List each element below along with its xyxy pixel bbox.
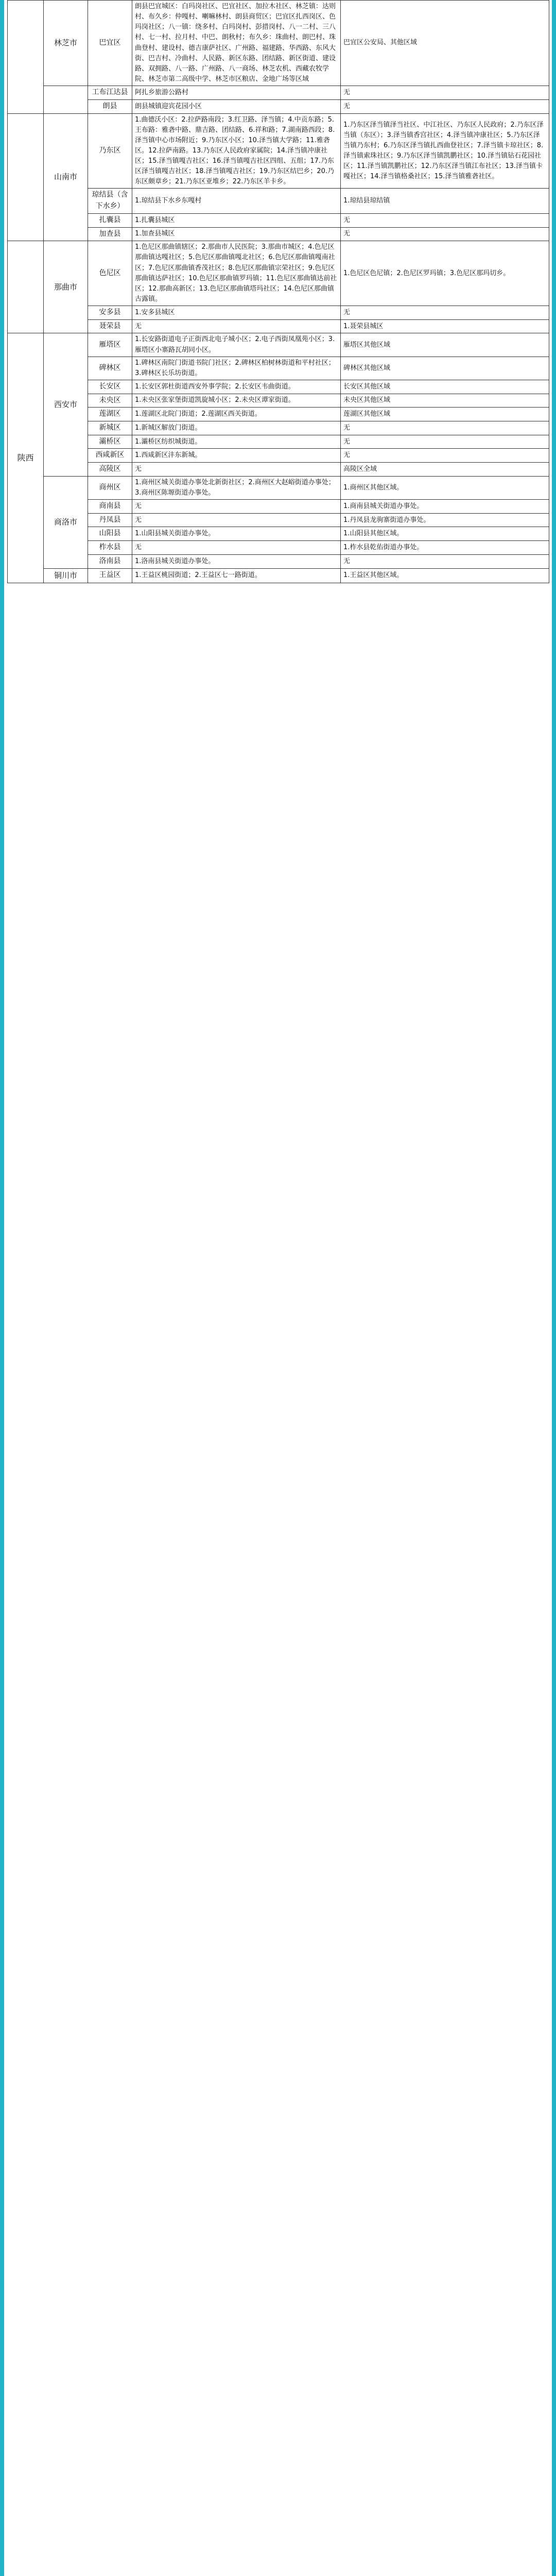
area-text: 1.新城区解放门街道。 [135,423,202,432]
district-cell: 王益区 [88,568,132,583]
city-cell: 林芝市 [44,1,88,86]
area-text: 无 [343,437,351,446]
area-text: 1.洛南县城关街道办事处。 [135,557,215,565]
low-risk-area-cell [341,449,549,463]
area-text: 阿扎乡旅游公路村 [135,88,189,96]
table-row [8,513,549,527]
district-cell: 洛南县 [88,554,132,568]
province-cell [8,113,44,241]
table-row [8,421,549,435]
city-cell: 山南市 [44,113,88,241]
area-text: 碑林区其他区域 [343,364,391,372]
area-text: 1.未央区张家堡街道凯旋城小区；2.未央区谭家街道。 [135,396,295,404]
area-text: 无 [135,516,142,524]
city-cell: 那曲市 [44,241,88,333]
table-row [8,213,549,227]
table-row [8,527,549,541]
district-cell: 乃东区 [88,113,132,189]
high-risk-area-cell [132,513,341,527]
area-text: 1.西咸新区沣东新城。 [135,451,202,460]
area-text: 1.丹凤县龙驹寨街道办事处。 [343,516,430,524]
city-cell [44,86,88,113]
area-text: 1.琼结县琼结镇 [343,197,390,205]
table-row [8,189,549,213]
high-risk-area-cell [132,541,341,555]
table-row [8,357,549,380]
area-text: 1.莲湖区北院门街道；2.莲湖区西关街道。 [135,410,262,418]
area-text: 无 [135,502,142,510]
low-risk-area-cell [341,476,549,499]
risk-area-table [7,0,549,583]
table-row [8,380,549,394]
table-row [8,463,549,477]
district-cell: 加查县 [88,227,132,241]
district-cell: 莲湖区 [88,408,132,421]
district-cell: 西咸新区 [88,449,132,463]
city-cell: 西安市 [44,333,88,476]
high-risk-area-cell [132,333,341,357]
low-risk-area-cell [341,357,549,380]
low-risk-area-cell [341,421,549,435]
high-risk-area-cell [132,241,341,306]
district-cell: 扎囊县 [88,213,132,227]
area-text: 1.琼结县下水乡东嘎村 [135,197,202,205]
low-risk-area-cell [341,86,549,100]
area-text: 未央区其他区域 [343,396,391,404]
area-text: 1.王益区其他区域。 [343,571,404,580]
low-risk-area-cell [341,513,549,527]
high-risk-area-cell [132,568,341,583]
low-risk-area-cell [341,435,549,449]
low-risk-area-cell [341,227,549,241]
low-risk-area-cell [341,319,549,333]
low-risk-area-cell [341,213,549,227]
high-risk-area-cell [132,213,341,227]
area-text: 巴宜区公安局、其他区域 [343,39,418,47]
area-text: 1.长安路街道电子正街西北电子城小区；2.电子西街凤凰苑小区；3.雁塔区小寨路瓦胡同小区。 [135,335,335,354]
district-cell: 工布江达县 [88,86,132,100]
area-text: 1.王益区桃园街道；2.王益区七一路街道。 [135,571,262,580]
high-risk-area-cell [132,449,341,463]
table-row [8,241,549,306]
high-risk-area-cell [132,408,341,421]
area-text: 朗县巴宜城区：白玛岗社区、巴宜社区、加拉木社区、林芝镇：达则村、布久乡：仲嘎村、喇嘛林村、朗县商贸区；巴宜区扎西岗区、色玛岗社区；八一镇：绕多村、白玛岗村、彭措岗村、八一二村、三八村、七一村、拉月村、中巴、朗秋村；布久乡：珠曲村、朗巴村、珠曲登村、建设村、德吉康萨社区、广州路、福建路、华西路、东风大街、巴吉村、冷曲村、人民路、新区东路、团结路、新区街道、建设路、双拥路、八一路、广州路、八一商场、林芝农机、西藏农牧学院、林芝市第二高级中学、林芝市区粮店、金地广场等区域 [135,3,336,83]
table-row [8,408,549,421]
table-row [8,449,549,463]
province-cell [8,241,44,333]
table-row [8,435,549,449]
area-text: 1.聂荣县城区 [343,322,384,330]
district-cell: 未央区 [88,394,132,408]
district-cell: 高陵区 [88,463,132,477]
area-text: 1.碑林区南院门街道书院门社区；2.碑林区柏树林街道和平村社区；3.碑林区长乐坊街道。 [135,359,335,377]
high-risk-area-cell [132,476,341,499]
low-risk-area-cell [341,500,549,514]
table-row [8,99,549,113]
area-text: 无 [343,423,351,432]
high-risk-area-cell [132,319,341,333]
area-text: 无 [135,322,142,330]
low-risk-area-cell [341,408,549,421]
high-risk-area-cell [132,1,341,86]
area-text: 1.山阳县其他区域。 [343,530,404,538]
district-cell: 色尼区 [88,241,132,306]
province-cell: 陕西 [8,333,44,583]
area-text: 高陵区全域 [343,465,377,473]
city-cell: 商洛市 [44,476,88,568]
low-risk-area-cell [341,527,549,541]
area-text: 1.加查县城区 [135,230,175,238]
area-text: 无 [343,216,351,224]
low-risk-area-cell [341,333,549,357]
province-cell [8,1,44,114]
table-row [8,1,549,86]
document-page [4,0,552,2576]
low-risk-area-cell [341,463,549,477]
district-cell: 山阳县 [88,527,132,541]
high-risk-area-cell [132,463,341,477]
area-text: 1.商州区城关街道办事处北新街社区；2.商州区大赵峪街道办事处；3.商州区陈塬街道办事处。 [135,478,335,497]
low-risk-area-cell [341,113,549,189]
district-cell: 新城区 [88,421,132,435]
area-text: 1.柞水县乾佑街道办事处。 [343,543,424,551]
district-cell: 朗县 [88,99,132,113]
area-text: 1.安多县城区 [135,308,175,316]
table-row [8,86,549,100]
district-cell: 巴宜区 [88,1,132,86]
area-text: 1.商州区其他区域。 [343,483,404,492]
area-text: 1.灞桥区纺织城街道。 [135,437,202,446]
table-row [8,227,549,241]
high-risk-area-cell [132,421,341,435]
area-text: 长安区其他区域 [343,382,391,391]
district-cell: 商州区 [88,476,132,499]
high-risk-area-cell [132,435,341,449]
table-row [8,500,549,514]
high-risk-area-cell [132,380,341,394]
area-text: 无 [343,308,351,316]
low-risk-area-cell [341,306,549,320]
city-cell: 铜川市 [44,568,88,583]
district-cell: 长安区 [88,380,132,394]
area-text: 无 [343,88,351,96]
area-text: 莲湖区其他区域 [343,410,391,418]
area-text: 无 [135,543,142,551]
table-row [8,554,549,568]
area-text: 1.长安区郭杜街道西安外事学院；2.长安区韦曲街道。 [135,382,295,391]
low-risk-area-cell [341,99,549,113]
high-risk-area-cell [132,357,341,380]
high-risk-area-cell [132,227,341,241]
high-risk-area-cell [132,500,341,514]
area-text: 无 [343,102,351,110]
high-risk-area-cell [132,189,341,213]
table-row [8,394,549,408]
table-row [8,568,549,583]
area-text: 1.色尼区色尼镇；2.色尼区罗玛镇；3.色尼区那玛切乡。 [343,269,510,277]
district-cell: 安多县 [88,306,132,320]
district-cell: 雁塔区 [88,333,132,357]
low-risk-area-cell [341,394,549,408]
low-risk-area-cell [341,541,549,555]
table-row [8,541,549,555]
table-row [8,113,549,189]
low-risk-area-cell [341,189,549,213]
district-cell: 柞水县 [88,541,132,555]
district-cell: 聂荣县 [88,319,132,333]
district-cell: 商南县 [88,500,132,514]
area-text: 雁塔区其他区域 [343,341,391,349]
table-row [8,476,549,499]
area-text: 朗县城镇迎宾花园小区 [135,102,202,110]
high-risk-area-cell [132,306,341,320]
table-row [8,306,549,320]
district-cell: 灞桥区 [88,435,132,449]
low-risk-area-cell [341,380,549,394]
area-text: 1.山阳县城关街道办事处。 [135,530,215,538]
high-risk-area-cell [132,554,341,568]
high-risk-area-cell [132,86,341,100]
low-risk-area-cell [341,1,549,86]
area-text: 1.曲德沃小区：2.拉萨路南段；3.红卫路、泽当镇；4.中贡东路；5.王布路：雅砻中路、鼎吉路、团结路、6.祥和路；7.湖南路西段；8.泽当镇中心市场附近；9.乃东区小区；10.泽当镇大学路；11.雅砻区。12.拉萨南路。13.乃东区人民政府家属院；14.泽当镇冲康社区；15.泽当镇嘎吉社区；16.泽当镇嘎吉社区四组、五组；17.乃东区泽当镇嘎吉社区；18.泽当镇嘎吉社区；19.乃东区结巴乡；20.乃东区颇章乡；21.乃东区亚堆乡；22.乃东区羊卡乡。 [135,115,335,186]
high-risk-area-cell [132,394,341,408]
high-risk-area-cell [132,527,341,541]
area-text: 无 [135,465,142,473]
area-text: 无 [343,557,351,565]
district-cell: 丹凤县 [88,513,132,527]
area-text: 1.乃东区泽当镇泽当社区、中江社区、乃东区人民政府；2.乃东区泽当镇（东区）；3.泽当镇香宫社区；4.泽当镇冲康社区；5.乃东区泽当镇乃东村；6.乃东区泽当镇扎西曲登社区；7.泽当镇卡琼社区；8.泽当镇索珠社区；9.乃东区泽当镇凯鹏社区；10.泽当镇钻石花园社区；11.泽当镇凯鹏社区；12.乃东区泽当镇江布社区；13.泽当镇卡嘎社区；14.泽当镇格桑社区；15.泽当镇雅砻社区。 [343,121,544,181]
low-risk-area-cell [341,554,549,568]
low-risk-area-cell [341,241,549,306]
high-risk-area-cell [132,99,341,113]
district-cell: 碑林区 [88,357,132,380]
high-risk-area-cell [132,113,341,189]
area-text: 1.扎囊县城区 [135,216,175,224]
area-text: 1.商南县城关街道办事处。 [343,502,424,510]
district-cell: 琼结县（含下水乡） [88,189,132,213]
area-text: 1.色尼区那曲镇辖区；2.那曲市人民医院；3.那曲市城区；4.色尼区那曲镇达嘎社区；5.色尼区那曲镇嘎北社区；6.色尼区那曲镇嘎南社区；7.色尼区那曲镇香茂社区；8.色尼区那曲镇宗荣社区；9.色尼区那曲镇达萨社区；10.色尼区那曲镇罗玛镇；11.色尼区那曲镇达前社区；12.那曲高新区；13.色尼区那曲镇塔玛社区；14.色尼区那曲镇古露镇。 [135,243,337,303]
low-risk-area-cell [341,568,549,583]
table-row [8,333,549,357]
area-text: 无 [343,451,351,460]
area-text: 无 [343,230,351,238]
table-row [8,319,549,333]
